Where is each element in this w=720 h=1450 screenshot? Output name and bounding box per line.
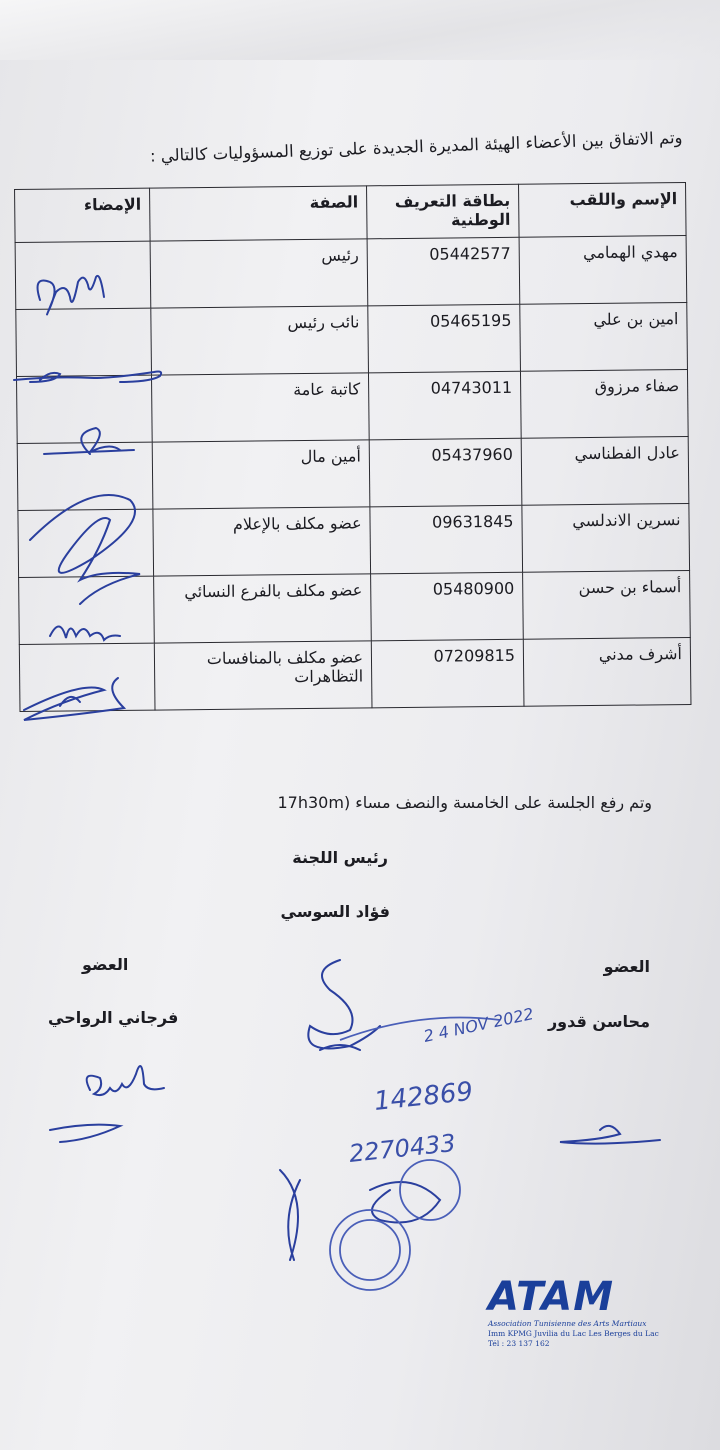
president-name: فؤاد السوسي xyxy=(280,902,390,921)
stamp-number-1: 142869 xyxy=(372,1076,475,1117)
member-left-signature xyxy=(50,1066,164,1142)
signature-1 xyxy=(38,276,104,315)
page-fold xyxy=(0,0,720,60)
cell-id: 04743011 xyxy=(368,371,521,440)
logo-word: ATAM xyxy=(488,1274,615,1320)
organization-logo xyxy=(488,1274,659,1349)
header-signature: الإمضاء xyxy=(15,188,151,242)
signature-4 xyxy=(30,495,140,604)
adjourn-text: وتم رفع الجلسة على الخامسة والنصف مساء (17h30m xyxy=(277,793,652,812)
cell-role: عضو مكلف بالفرع النسائي xyxy=(154,574,372,643)
president-title: رئيس اللجنة xyxy=(292,848,388,867)
table-signatures xyxy=(0,240,200,740)
president-signature xyxy=(308,960,380,1050)
member-left-title: العضو xyxy=(82,955,129,974)
cell-name: أشرف مدني xyxy=(523,637,691,706)
header-name: الإسم واللقب xyxy=(519,183,687,238)
intro-text: وتم الاتفاق بين الأعضاء الهيئة المديرة الجديدة على توزيع المسؤوليات كالتالي : xyxy=(149,127,684,166)
cell-name: امين بن علي xyxy=(520,302,688,371)
cell-name: عادل الفطناسي xyxy=(521,436,689,505)
cell-name: مهدي الهمامي xyxy=(519,236,687,305)
cell-id: 05437960 xyxy=(369,438,522,507)
cell-role: أمين مال xyxy=(152,440,370,509)
signature-5 xyxy=(50,626,120,640)
header-id: بطاقة التعريف الوطنية xyxy=(367,184,520,239)
cell-role: عضو مكلف بالمنافسات التظاهرات xyxy=(154,641,372,710)
cell-role: نائب رئيس xyxy=(151,306,369,375)
lower-signatures-and-stamps xyxy=(0,930,720,1330)
logo-phone: Tél : 23 137 162 xyxy=(488,1339,550,1348)
cell-role: رئيس xyxy=(150,239,368,308)
signature-3 xyxy=(44,428,134,454)
signature-2 xyxy=(14,372,161,383)
signature-6 xyxy=(24,678,124,720)
cell-name: نسرين الاندلسي xyxy=(522,503,690,572)
stamp-date: 2 4 NOV 2022 xyxy=(421,1004,536,1046)
cell-role: عضو مكلف بالإعلام xyxy=(153,507,371,576)
stamp-number-2: 2270433 xyxy=(347,1128,457,1168)
member-right-name: محاسن قدور xyxy=(547,1012,650,1031)
cell-name: أسماء بن حسن xyxy=(523,570,691,639)
logo-address: Imm KPMG Juvilia du Lac Les Berges du Lac xyxy=(488,1329,659,1338)
logo-subtitle: Association Tunisienne des Arts Martiaux xyxy=(488,1319,647,1328)
cell-id: 05480900 xyxy=(371,572,524,641)
table-header-row xyxy=(15,183,687,243)
cell-id: 07209815 xyxy=(371,639,524,708)
member-right-signature xyxy=(560,1126,660,1144)
cell-id: 09631845 xyxy=(370,505,523,574)
stamp-signature xyxy=(280,1170,440,1260)
cell-name: صفاء مرزوق xyxy=(520,369,688,438)
member-left-name: فرجاني الرواحي xyxy=(48,1008,179,1027)
cell-id: 05442577 xyxy=(367,237,520,306)
header-role: الصفة xyxy=(150,186,368,241)
cell-id: 05465195 xyxy=(368,304,521,373)
member-right-title: العضو xyxy=(603,957,650,976)
cell-role: كاتبة عامة xyxy=(151,373,369,442)
